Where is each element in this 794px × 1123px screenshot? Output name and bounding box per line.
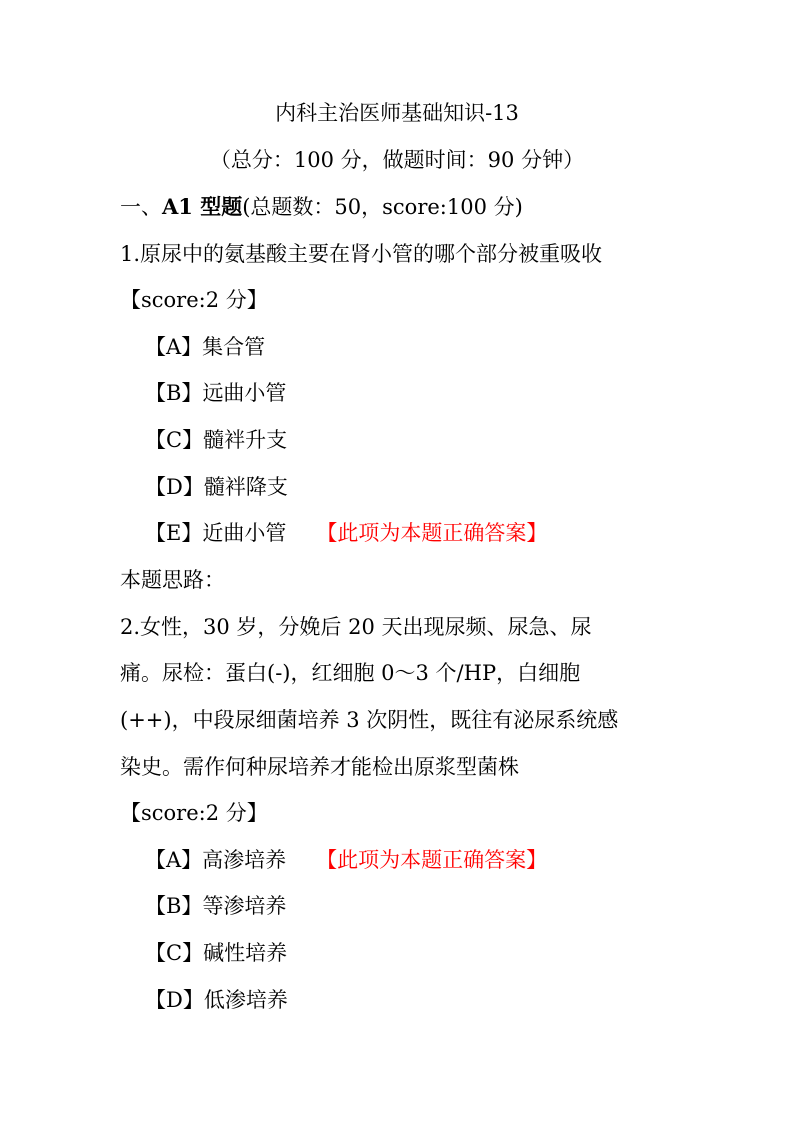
option-text: 远曲小管 <box>202 381 287 405</box>
question-2-text-line-2: 痛。尿检：蛋白(-)，红细胞 0～3 个/HP，白细胞 <box>120 661 581 685</box>
question-1-option-a <box>145 333 265 361</box>
question-2-score: 【score:2 分】 <box>120 801 268 825</box>
option-letter: 【A】 <box>145 335 203 359</box>
question-1-explanation: 本题思路： <box>120 568 225 592</box>
option-text: 近曲小管 <box>202 521 287 545</box>
option-letter: 【D】 <box>145 475 204 499</box>
question-1-option-c <box>145 426 287 454</box>
option-text: 髓袢降支 <box>203 475 288 499</box>
option-letter: 【E】 <box>145 521 203 545</box>
option-text: 集合管 <box>202 335 266 359</box>
document-title: 内科主治医师基础知识-13 <box>275 101 519 125</box>
section-info: (总题数：50，score:100 分) <box>242 195 523 219</box>
question-1-text: 1.原尿中的氨基酸主要在肾小管的哪个部分被重吸收 <box>120 242 603 266</box>
correct-answer-marker: 【此项为本题正确答案】 <box>316 521 548 545</box>
question-2-text-line-4: 染史。需作何种尿培养才能检出原浆型菌株 <box>120 755 519 779</box>
question-1-option-d <box>145 473 288 501</box>
option-text: 等渗培养 <box>202 894 287 918</box>
option-letter: 【B】 <box>145 894 203 918</box>
question-2-text-line-3: (++)，中段尿细菌培养 3 次阴性，既往有泌尿系统感 <box>120 708 619 732</box>
question-2-option-c <box>145 939 287 967</box>
section-prefix: 一、 <box>120 195 162 219</box>
option-letter: 【D】 <box>145 988 204 1012</box>
option-text: 碱性培养 <box>203 941 288 965</box>
correct-answer-marker: 【此项为本题正确答案】 <box>316 848 548 872</box>
option-letter: 【C】 <box>145 941 204 965</box>
question-2-text-line-1: 2.女性，30 岁，分娩后 20 天出现尿频、尿急、尿 <box>120 615 592 639</box>
question-1-option-b <box>145 379 286 407</box>
option-text: 高渗培养 <box>202 848 287 872</box>
question-1-option-e <box>145 519 547 547</box>
question-1-score: 【score:2 分】 <box>120 288 268 312</box>
option-text: 髓袢升支 <box>203 428 288 452</box>
document-subtitle: （总分：100 分，做题时间：90 分钟） <box>209 148 585 172</box>
section-type: A1 型题 <box>162 194 243 219</box>
option-letter: 【C】 <box>145 428 204 452</box>
option-letter: 【A】 <box>145 848 203 872</box>
question-2-option-d <box>145 986 288 1014</box>
question-2-option-a <box>145 846 547 874</box>
question-2-option-b <box>145 892 286 920</box>
option-text: 低渗培养 <box>203 988 288 1012</box>
section-heading <box>120 193 523 221</box>
option-letter: 【B】 <box>145 381 203 405</box>
